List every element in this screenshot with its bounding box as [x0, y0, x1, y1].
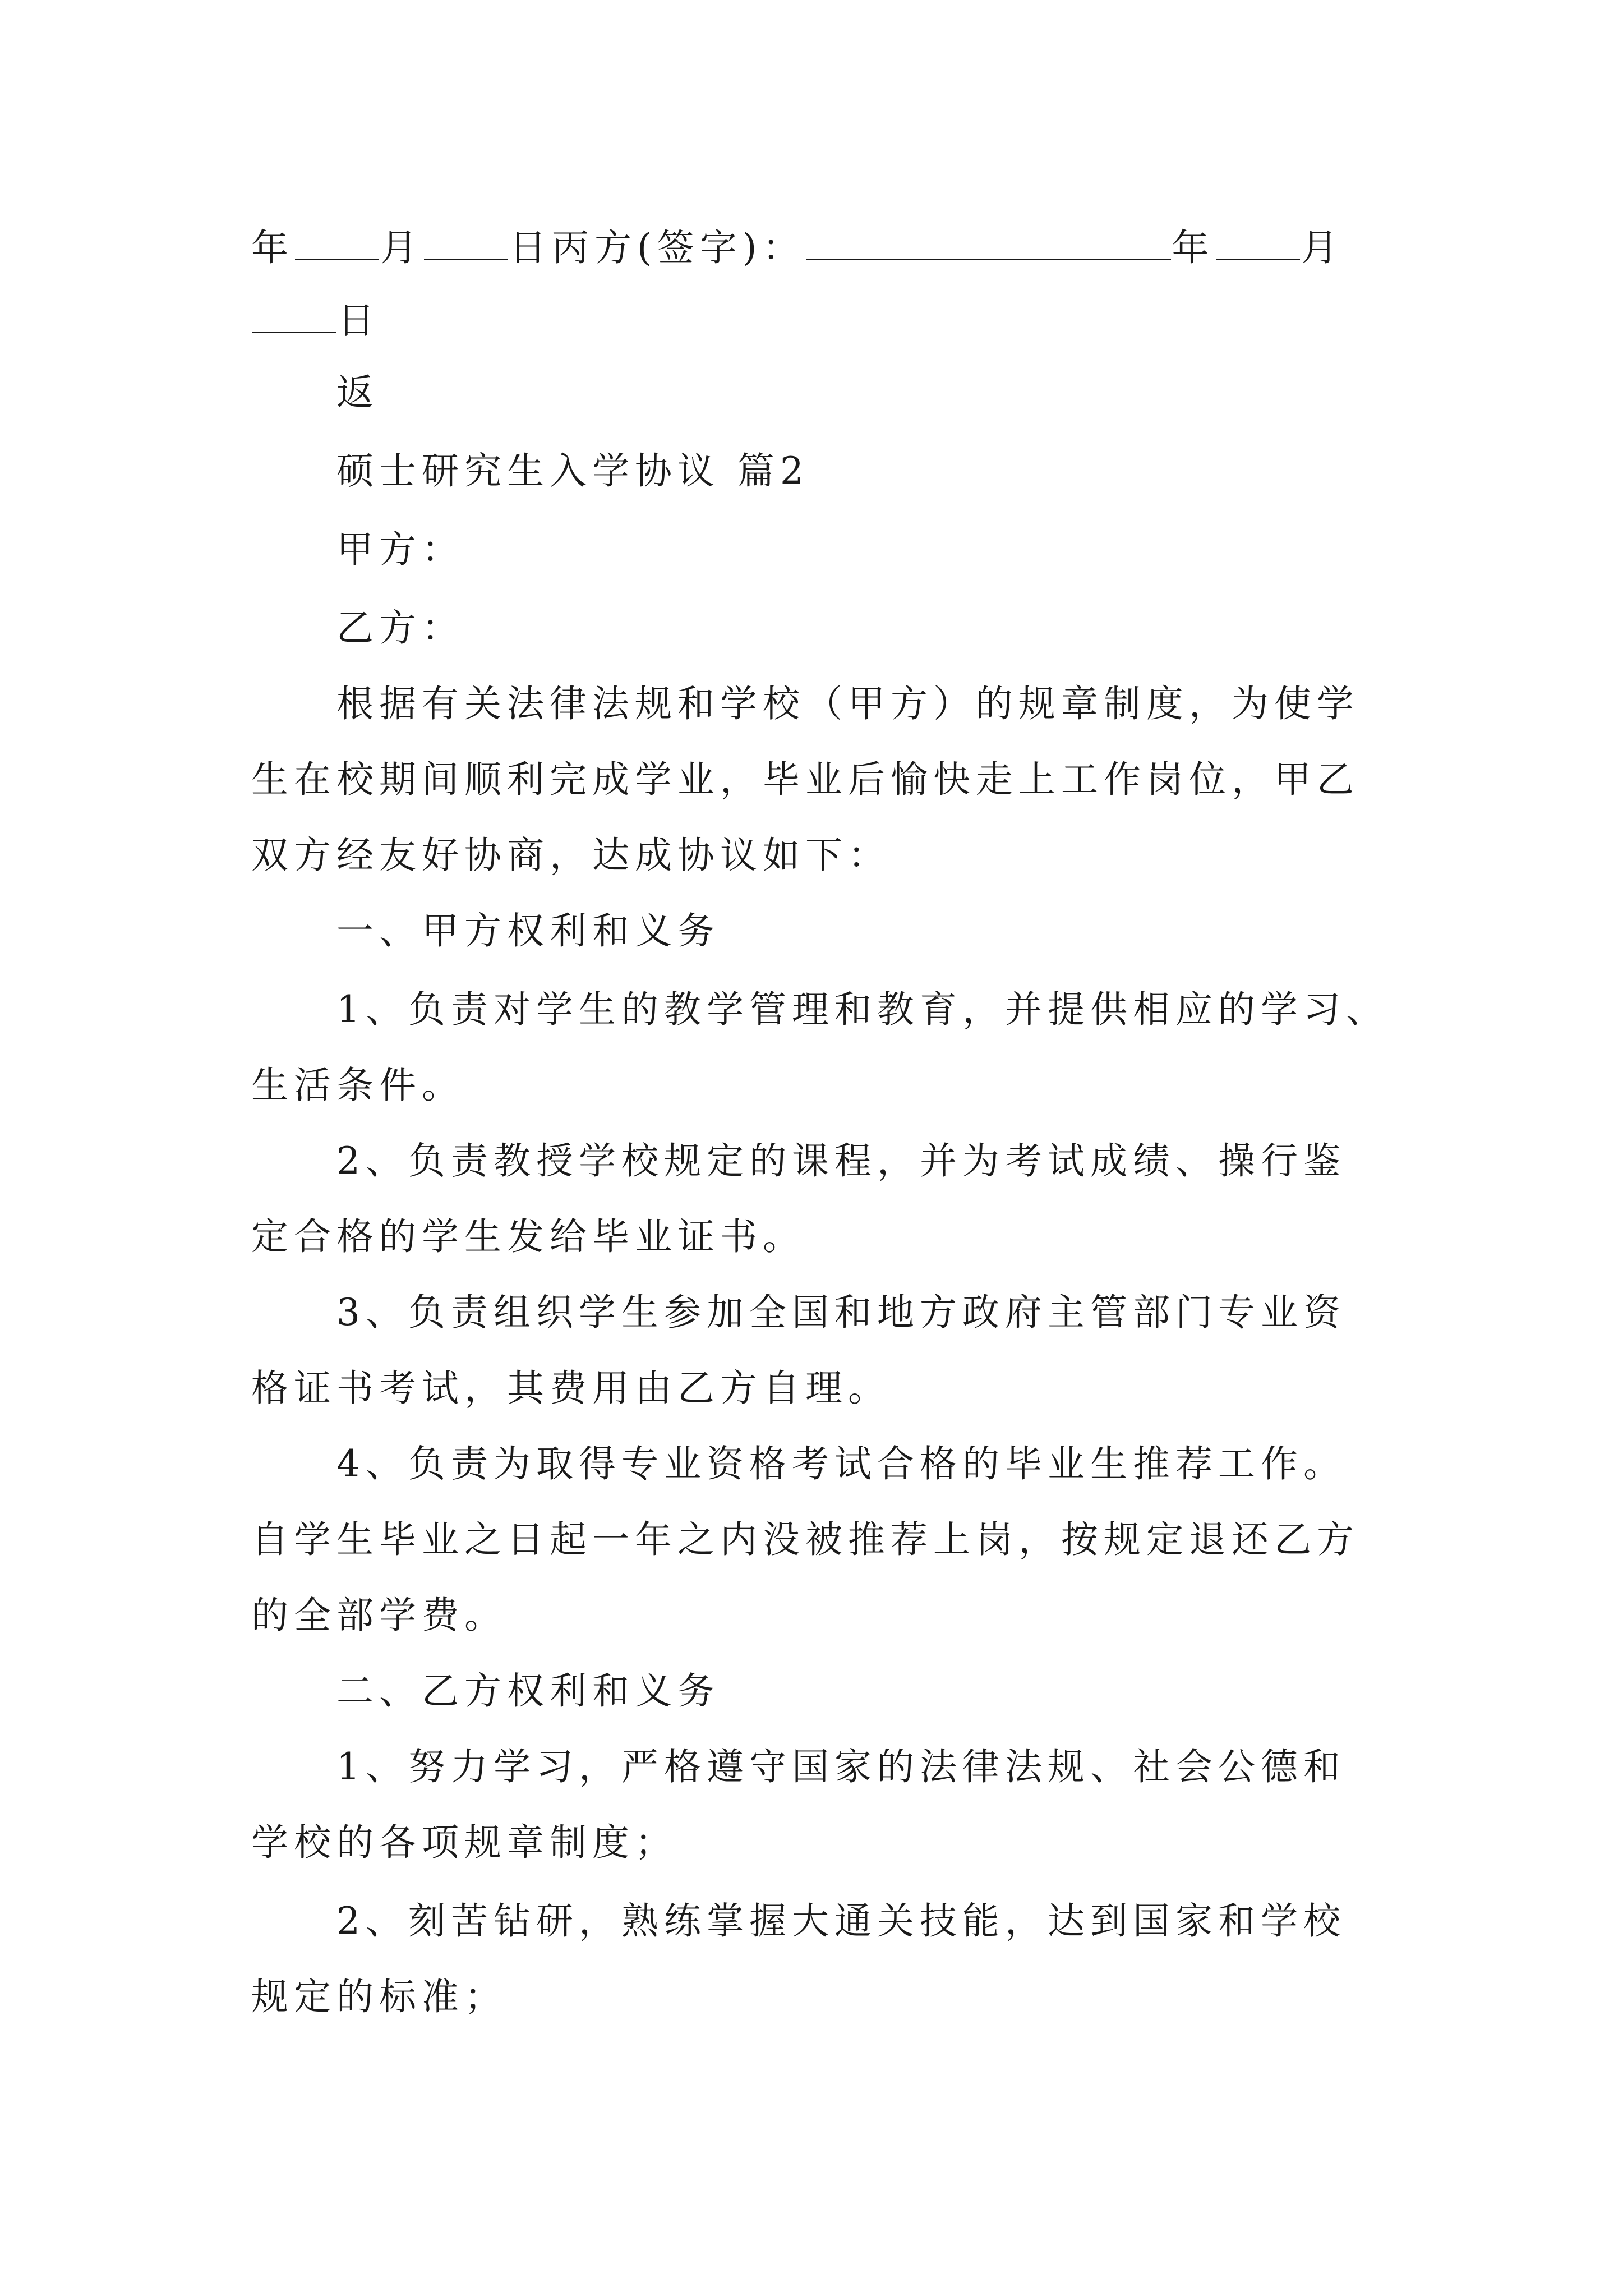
- sig-month-label-2: 月: [1301, 226, 1344, 269]
- return-link[interactable]: 返: [336, 371, 379, 414]
- year-blank: [295, 222, 379, 260]
- s1-item4-line2: 自学生毕业之日起一年之内没被推荐上岗，按规定退还乙方: [251, 1518, 1359, 1561]
- sig-month-label: 月: [380, 226, 423, 269]
- s2-item1-line1: 1、努力学习，严格遵守国家的法律法规、社会公德和: [336, 1745, 1346, 1788]
- signature-line-cont: [251, 295, 380, 345]
- sig-year-label-2: 年: [1172, 226, 1215, 269]
- s2-item1-line2: 学校的各项规章制度；: [251, 1821, 677, 1864]
- month-blank: [424, 222, 508, 260]
- day-blank: [252, 295, 336, 333]
- intro-line-1: 根据有关法律法规和学校（甲方）的规章制度，为使学: [336, 682, 1359, 725]
- s1-item3-line2: 格证书考试，其费用由乙方自理。: [251, 1366, 891, 1410]
- s1-item3-line1: 3、负责组织学生参加全国和地方政府主管部门专业资: [336, 1291, 1346, 1334]
- s1-item4-line1: 4、负责为取得专业资格考试合格的毕业生推荐工作。: [336, 1442, 1346, 1485]
- year-blank-2: [1216, 222, 1300, 260]
- s1-item1-line2: 生活条件。: [251, 1064, 464, 1107]
- s1-item2-line2: 定合格的学生发给毕业证书。: [251, 1215, 805, 1258]
- s2-item2-line1: 2、刻苦钻研，熟练掌握大通关技能，达到国家和学校: [336, 1899, 1346, 1943]
- signature-line: [251, 222, 1344, 272]
- intro-line-3: 双方经友好协商，达成协议如下：: [251, 834, 891, 877]
- sig-day-label: 日: [338, 299, 380, 342]
- signature-blank: [806, 222, 1171, 260]
- agreement-title: 硕士研究生入学协议 篇2: [336, 449, 809, 493]
- section2-heading: 二、乙方权利和义务: [336, 1669, 720, 1713]
- sig-year-label: 年: [251, 226, 294, 269]
- party-a-label: 甲方：: [336, 528, 464, 571]
- s1-item4-line3: 的全部学费。: [251, 1594, 507, 1637]
- party-b-label: 乙方：: [336, 606, 464, 650]
- intro-line-2: 生在校期间顺利完成学业，毕业后愉快走上工作岗位，甲乙: [251, 758, 1359, 801]
- s1-item1-line1: 1、负责对学生的教学管理和教育，并提供相应的学习、: [336, 988, 1389, 1031]
- section1-heading: 一、甲方权利和义务: [336, 909, 720, 953]
- sig-party-c-label: 日丙方(签字)：: [509, 226, 805, 269]
- s1-item2-line1: 2、负责教授学校规定的课程，并为考试成绩、操行鉴: [336, 1139, 1346, 1182]
- s2-item2-line2: 规定的标准；: [251, 1975, 507, 2018]
